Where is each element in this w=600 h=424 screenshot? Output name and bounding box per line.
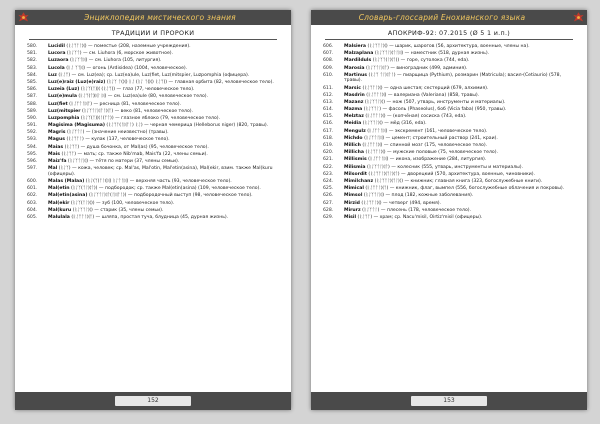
entry-headword: Malsiera: [344, 44, 367, 49]
entry-headword: Maiz'fa: [48, 159, 67, 164]
entry-definition: (ᚱᛇᛉᛏᛚ) — фасоль (Phaseolus), боб (Vicia faba) (950, травы).: [363, 107, 507, 113]
dictionary-entry: [323, 165, 575, 171]
entry-definition: (ᚱᛇᛉ) — кожа, человек; ср. Mal'as, Mal'otin, Mal'etin(asina), Mal(ekir, взим. также Mal(kuru (офицеры).: [48, 166, 273, 177]
entry-number: 597.: [27, 166, 38, 172]
dictionary-entry: [323, 215, 575, 221]
entry-headword: Mirurz: [344, 207, 361, 213]
header-title: Энциклопедия мистического знания: [84, 13, 236, 22]
entry-definition: (ᚱᛇ ᛉᛏᛞ) — огонь (Ardisidea) (1004, человеческое).: [66, 65, 188, 71]
dictionary-entry: [27, 58, 279, 64]
divider: [29, 39, 277, 40]
entry-definition: (ᚱᛇᛉᛏᛚᛞ) — тётя по матери (37, члены семьи).: [67, 159, 180, 164]
entry-number: 593.: [27, 137, 38, 143]
entry-number: 582.: [27, 58, 38, 64]
entry-definition: (ᚱᛇᛉᛏᛚᛞᛏᛚᛞ) — книжник; главная книга (323, богослужебные книги).: [374, 178, 543, 184]
entry-number: 585.: [27, 79, 38, 85]
dictionary-entry: [27, 137, 279, 143]
entry-list: [323, 44, 575, 222]
entry-definition: (ᚱᛇᛉᛏᛚᛞᛏᛚᛞ) — наместник (518, дурная жизнь).: [374, 51, 490, 57]
entry-number: 583.: [27, 65, 38, 71]
entry-definition: (ᚱᛇᛉᛏᛚᛞᛏ) — ресница (81, человеческое тело).: [69, 101, 182, 107]
entry-number: 607.: [323, 51, 334, 57]
entry-headword: Misil: [344, 214, 357, 220]
entry-headword: Melztaz: [344, 114, 364, 120]
entry-definition: (ᚱᛇᛉᛏᛚᛞᛏᛚᛞᛏ) — дворецкий (570, архитектура, военные, чиновники).: [368, 171, 536, 177]
entry-definition: (ᚱᛇᛉᛏ) — душа бочонка, от Mal(as) (95, человеческое тело).: [64, 144, 209, 150]
entry-definition: (ᚱᛇᛉᛏᛚᛞ) — поместье (208, наземные учреждения).: [66, 44, 191, 49]
entry-number: 590.: [27, 115, 38, 121]
entry-definition: (ᚱᛇᛉᛏ(ᛚᛞᛏ)) — горе, сутолока (744, eda).: [372, 58, 470, 64]
entry-number: 617.: [323, 128, 334, 134]
entry-definition: (ᚱᛇᛉᛏᛚᛞ) — экскремент (161, человеческое тело).: [367, 128, 488, 134]
entry-number: 611.: [323, 85, 334, 91]
entry-number: 581.: [27, 51, 38, 57]
entry-headword: Millicha: [344, 150, 364, 156]
entry-headword: Mirzid: [344, 200, 360, 206]
entry-definition: (ᚱᛇᛉᛏᛚᛞ) — нож (507, утварь, инструменты и материалы).: [364, 99, 506, 105]
entry-number: 604.: [27, 207, 38, 213]
entry-number: 616.: [323, 121, 334, 127]
entry-number: 610.: [323, 72, 334, 78]
entry-number: 586.: [27, 87, 38, 93]
footer-bar: [311, 392, 587, 410]
section-title: АПОКРИФ-92: 07.2015 (Ø 5 1 и.п.): [387, 29, 511, 37]
entry-definition: (ᚱᛇᛉ ᛏ(ᛞ) ᚱᛇ (ᚱᛇ ᛏ(ᛞ) ᚱᛇᛉ)) — главная орбита (82, человеческое тело).: [106, 79, 274, 85]
entry-number: 618.: [323, 135, 334, 141]
entry-headword: Mimsol: [344, 193, 363, 199]
entry-definition: (ᚱᛇᛉ(ᛏ)ᛞᛚ ᛞ) — см. Luz(ea)ule (80, человеческое тело).: [78, 94, 209, 100]
entry-number: 601.: [27, 186, 38, 192]
dictionary-entry: [323, 58, 575, 64]
entry-definition: (ᚱᛇᛉᛏᛚᛞᛏᛚᛞᛏ) — веко (81, человеческое тело).: [81, 108, 194, 114]
dictionary-entry: [27, 166, 279, 177]
entry-headword: Marsic: [344, 85, 361, 91]
entry-number: 621.: [323, 157, 334, 163]
entry-definition: (ᚱᛇᛉᛏᛚᛞ) — четверг (494, время).: [361, 200, 442, 206]
dictionary-entry: [323, 73, 575, 84]
dictionary-entry: [27, 109, 279, 115]
entry-number: 627.: [323, 200, 334, 206]
entry-number: 605.: [27, 214, 38, 220]
right-page: [311, 10, 587, 410]
entry-number: 602.: [27, 193, 38, 199]
entry-definition: (ᚱᛇᛉᛏ(ᛚᛞᛏᛚ) ᚱᛇ) — черная чемерица (Helleborus niger) (820, травы).: [106, 123, 269, 129]
entry-number: 626.: [323, 193, 334, 199]
entry-definition: (ᚱᛇᛉᛏᛚ) — кулак (137, человеческое тело).: [66, 137, 170, 143]
dictionary-entry: [27, 80, 279, 86]
entry-number: 609.: [323, 65, 334, 71]
entry-definition: (ᚱᛇᛉᛏ) — храм; ср. Nacu'misil, Oirtiz'misil (офицеры).: [357, 214, 483, 220]
entry-definition: (ᚱᛇᛉᛏᛚᛞ) — (копчёная) сосиска (743, eda).: [365, 114, 467, 120]
entry-number: 613.: [323, 99, 334, 105]
entry-definition: (ᚱᛇᛉᛏᛚᛞ) — мужские половые (75, человеческое тело).: [365, 150, 498, 156]
entry-headword: Michdo: [344, 135, 363, 141]
dictionary-entry: [323, 86, 575, 92]
entry-number: 625.: [323, 186, 334, 192]
entry-number: 592.: [27, 130, 38, 136]
entry-headword: Magus: [48, 137, 65, 143]
entry-number: 622.: [323, 164, 334, 170]
entry-headword: Masdrin: [344, 92, 365, 98]
dictionary-entry: [27, 215, 279, 221]
entry-definition: (ᚱᛇᛉᛏ) — см. Liuhora (6, морское животное).: [66, 51, 174, 57]
entry-headword: Millich: [344, 143, 361, 149]
entry-headword: Mazma: [344, 107, 363, 113]
entry-number: 620.: [323, 150, 334, 156]
entry-definition: (ᚱᛇᛉ(ᛏ)ᛞ (ᚱᛇᛉ)) — глаз (77, человеческое тело).: [80, 87, 195, 93]
entry-number: 596.: [27, 159, 38, 164]
entry-headword: Luzpomphia: [48, 115, 80, 121]
entry-number: 628.: [323, 207, 334, 213]
section-title: ТРАДИЦИИ И ПРОРОКИ: [111, 29, 195, 37]
entry-definition: (ᚱᛇᛉᛏᛞ) — см. Liuhora (105, литургия).: [69, 58, 162, 64]
entry-headword: Magris: [48, 130, 66, 136]
left-page: [15, 10, 291, 410]
dictionary-entry: [27, 66, 279, 72]
dictionary-entry: [323, 136, 575, 142]
dictionary-entry: [323, 208, 575, 214]
entry-definition: (ᚱᛇᛉᛏᛚ) — плесень (178, человеческое тело).: [362, 207, 472, 213]
entry-number: 603.: [27, 200, 38, 206]
header-bar: [15, 10, 291, 25]
dictionary-entry: [323, 150, 575, 156]
entry-number: 595.: [27, 151, 38, 157]
entry-definition: (ᚱᛇᛉᛏᛚᛞ) — цемент; строительный раствор (241, краи).: [364, 135, 498, 141]
dictionary-entry: [323, 143, 575, 149]
entry-headword: Lucola: [48, 65, 65, 71]
entry-headword: Millismis: [344, 157, 367, 163]
entry-headword: Luz: [48, 72, 57, 78]
entry-headword: Marosia: [344, 65, 365, 71]
entry-definition: (ᚱᛇᛉ ᛏᛚᛞᛏᛚ) — пиарщица (Pythium), розмарин (Matricula); васил-(Cetiaurio) (578, травы).: [344, 72, 562, 84]
dictionary-entry: [323, 66, 575, 72]
dictionary-entry: [27, 179, 279, 185]
entry-headword: Maias: [48, 144, 64, 150]
dictionary-entry: [27, 186, 279, 192]
entry-number: 619.: [323, 143, 334, 149]
entry-number: 580.: [27, 44, 38, 49]
dictionary-entry: [27, 73, 279, 79]
entry-definition: (ᚱᛇᛉᛏᛚᛞ) — спинной мозг (175, человеческое тело).: [362, 143, 488, 149]
entry-headword: Lucidil: [48, 44, 65, 49]
dictionary-entry: [323, 201, 575, 207]
entry-definition: (ᚱᛇᛉᛏᛚᛞ) — старик (35, члены семьи).: [72, 207, 164, 213]
entry-number: 606.: [323, 44, 334, 49]
entry-number: 591.: [27, 123, 38, 129]
entry-headword: Luz(e)raiz (Luz(e)raiz): [48, 79, 106, 85]
entry-headword: Mal: [48, 166, 58, 172]
dictionary-entry: [323, 51, 575, 57]
page-number: 153: [411, 396, 487, 406]
entry-headword: Luz(fiet: [48, 101, 68, 107]
entry-definition: (ᚱᛇᛉᛏᛚᛞᛏ) — колесник (555, утварь, инструменты и материалы).: [366, 164, 524, 170]
page-number: 152: [115, 396, 191, 406]
entry-number: 624.: [323, 178, 334, 184]
entry-headword: Mengulz: [344, 128, 366, 134]
entry-number: 614.: [323, 107, 334, 113]
dictionary-entry: [323, 121, 575, 127]
entry-definition: (ᚱᛇᛉᛏᛚ) — (значение неизвестно) (травы).: [67, 130, 169, 136]
dictionary-entry: [323, 114, 575, 120]
dictionary-entry: [323, 44, 575, 50]
entry-number: 588.: [27, 101, 38, 107]
entry-headword: Magisima (Magisuma): [48, 123, 105, 129]
dictionary-entry: [27, 152, 279, 158]
dictionary-entry: [323, 157, 575, 163]
dictionary-entry: [27, 123, 279, 129]
entry-definition: (ᚱᛇᛉᛏᛚᛞ) — валериана (Valeriana) (858, травы).: [366, 92, 480, 98]
dictionary-entry: [27, 94, 279, 100]
entry-number: 589.: [27, 108, 38, 114]
entry-number: 608.: [323, 58, 334, 64]
entry-definition: (ᚱᛇᛉᛏᛚᛞ) — мёд (316, eda).: [362, 121, 427, 127]
entry-headword: Martinus: [344, 72, 367, 78]
entry-definition: (ᚱᛇᛉᛏᛚᛞ) — шарик, шарогов (56, архитектура, военные, члены на).: [367, 44, 530, 49]
entry-definition: (ᚱᛇᛉ) — см. Luz(ea); ср. Luz(ea)ule, Luz(fiet, Luz(mitspier, Luzpomphia (офицера).: [58, 72, 250, 78]
header-title: Словарь-глоссарий Енохианского языка: [358, 13, 526, 22]
entry-headword: Mardilduls: [344, 58, 372, 64]
entry-headword: Milismia: [344, 164, 366, 170]
entry-headword: Malzaplana: [344, 51, 374, 57]
entry-number: 584.: [27, 72, 38, 78]
entry-definition: (ᚱᛇᛉ(ᛏᛚᛞᛏ)) — подбородок; ср. также Mal(etin(asina) (109, человеческое тело).: [70, 186, 261, 192]
dictionary-entry: [27, 51, 279, 57]
divider: [325, 39, 573, 40]
entry-headword: Mimilchanz: [344, 178, 374, 184]
entry-headword: Mal(etin(asina): [48, 193, 88, 199]
entry-headword: Luz(mitspier: [48, 108, 81, 114]
entry-headword: Luzaora: [48, 58, 69, 64]
entry-definition: (ᚱᛇᛉ(ᛏᛚᛞ)) — зуб (100, человеческое тело).: [70, 200, 175, 206]
entry-definition: (ᚱᛇᛉᛏᛚᛞ) — одна шестая; сестерций (679, алхимия).: [362, 85, 489, 91]
entry-headword: Luz(e)mula: [48, 94, 77, 100]
dictionary-entry: [27, 208, 279, 214]
entry-headword: Malulala: [48, 214, 70, 220]
entry-headword: Mazanz: [344, 99, 364, 105]
dictionary-entry: [27, 193, 279, 199]
entry-definition: (ᚱᛇᛉᛏᛚᛞ) — икона, изображение (284, литургия).: [368, 157, 487, 163]
entry-definition: (ᚱᛇᛉᛏᛚᛞᛏ) — виноградник (499, админия).: [365, 65, 468, 71]
entry-headword: Meidia: [344, 121, 362, 127]
dictionary-entry: [27, 130, 279, 136]
dragon-emblem-icon: [17, 11, 30, 24]
dictionary-entry: [323, 172, 575, 178]
entry-definition: (ᚱᛇᛉᛏᛚᛞᛏ(ᛚᛞᛏᛚ)) — подбородочный выступ (98, человеческое тело).: [88, 193, 253, 199]
footer-bar: [15, 392, 291, 410]
entry-number: 587.: [27, 94, 38, 100]
entry-number: 615.: [323, 114, 334, 120]
entry-headword: Mais: [48, 151, 60, 157]
dictionary-entry: [27, 102, 279, 108]
dictionary-entry: [27, 116, 279, 122]
dictionary-entry: [323, 129, 575, 135]
entry-definition: (ᚱᛇᛉ(ᛏ)ᛞᛚ(ᛉᛏ)) — глазное яблоко (79, человеческое тело).: [80, 115, 221, 121]
entry-headword: Malas (Malaa): [48, 178, 85, 184]
entry-headword: Mal(etin: [48, 186, 70, 192]
dictionary-entry: [323, 193, 575, 199]
header-bar: [311, 10, 587, 25]
dictionary-entry: [323, 100, 575, 106]
dictionary-entry: [27, 44, 279, 50]
entry-definition: (ᚱᛇᛉᛏᛚᛞ) — плод (182, кожные заболевания).: [363, 193, 474, 199]
entry-number: 623.: [323, 171, 334, 177]
entry-list: [27, 44, 279, 222]
entry-headword: Luzeia (Luz): [48, 87, 80, 93]
entry-headword: Mimical: [344, 186, 364, 192]
dictionary-entry: [27, 87, 279, 93]
dictionary-entry: [323, 107, 575, 113]
entry-headword: Milsordit: [344, 171, 367, 177]
dictionary-entry: [323, 93, 575, 99]
entry-definition: (ᚱᛇᛉᛏ) — мать; ср. также Nib'mab, Mais'fa (22, члены семьи).: [61, 151, 208, 157]
entry-definition: (ᚱᛇᛉᛏᛚᛞᛏ) — книжник, флаг, вымпел (556, богослужебные облачения и покровы).: [365, 186, 565, 192]
dragon-emblem-icon: [572, 11, 585, 24]
dictionary-entry: [27, 145, 279, 151]
entry-headword: Mal(ekir: [48, 200, 70, 206]
entry-number: 629.: [323, 214, 334, 220]
entry-headword: Mal(kuru: [48, 207, 72, 213]
entry-number: 600.: [27, 178, 38, 184]
entry-definition: (ᚱᛇᛉᛏᛚᛞᛏ) — шляпа, простая туча, блудница (45, дурная жизнь).: [71, 214, 229, 220]
entry-definition: (ᚱᛇ(ᛉ)ᛏᛚ(ᛞ) ᚱᛇᛏᛚᛞ) — верхняя часть (93, человеческое тело).: [85, 178, 232, 184]
dictionary-entry: [323, 179, 575, 185]
dictionary-entry: [27, 159, 279, 165]
entry-number: 594.: [27, 144, 38, 150]
dictionary-entry: [323, 186, 575, 192]
dictionary-entry: [27, 201, 279, 207]
entry-number: 612.: [323, 92, 334, 98]
entry-headword: Lucora: [48, 51, 66, 57]
